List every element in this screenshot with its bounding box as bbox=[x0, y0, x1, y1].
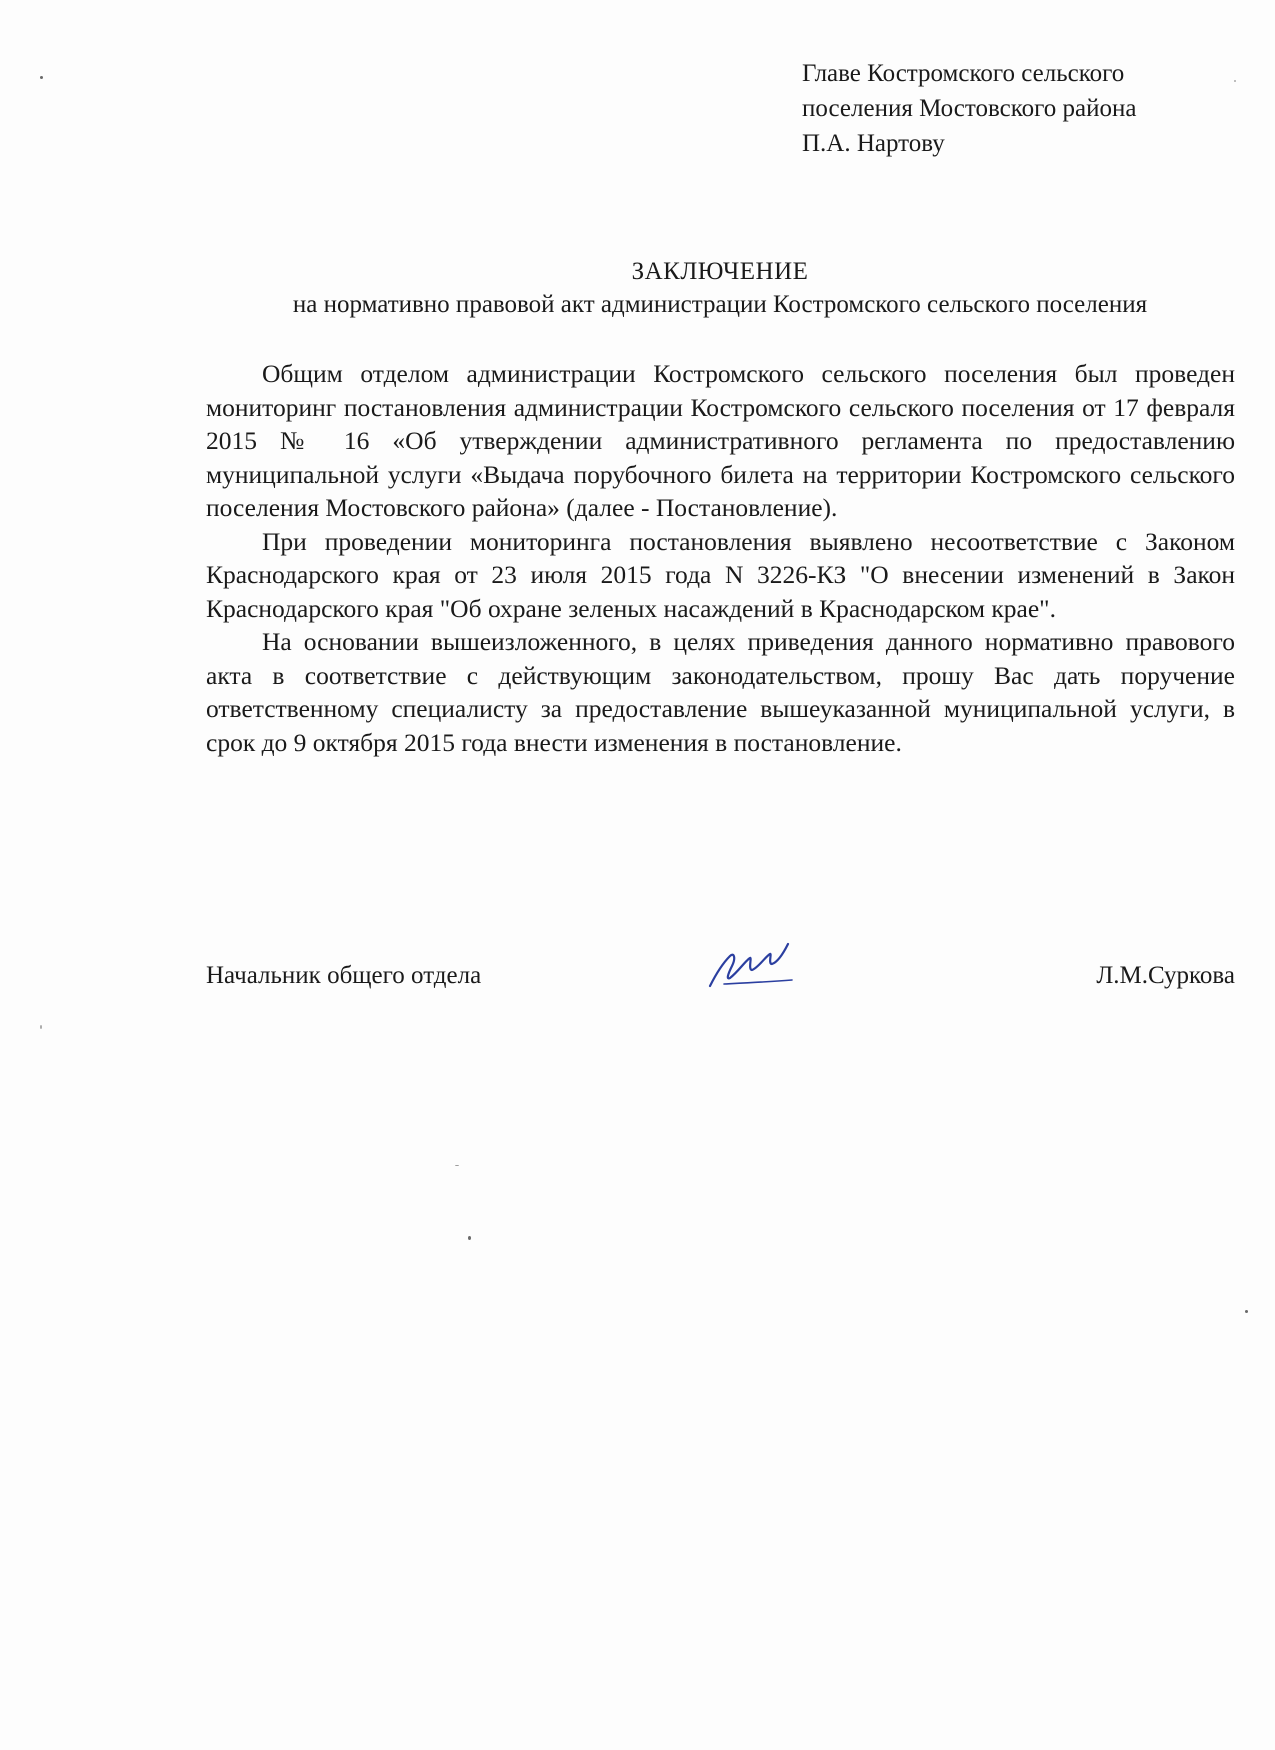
scan-speck bbox=[1234, 80, 1236, 82]
body-paragraph-1: Общим отделом администрации Костромского сельского поселения был проведен мониторинг постановления администрации Костромского сельского поселения от 17 февраля 2015 № 16 «Об утверждении административного регламента по предоставлению муниципальной услуги «Выдача порубочного билета на территории Костромского сельского поселения Мостовского района» (далее - Постановление). bbox=[206, 359, 1235, 522]
signature-row bbox=[206, 962, 1235, 1022]
addressee-line-1: Главе Костромского сельского bbox=[802, 60, 1125, 87]
scan-speck bbox=[1245, 1310, 1248, 1313]
addressee-line-2: поселения Мостовского района bbox=[802, 95, 1137, 122]
signer-position: Начальник общего отдела bbox=[206, 962, 482, 989]
addressee-block bbox=[802, 56, 1136, 161]
scan-speck bbox=[40, 1025, 42, 1029]
document-title: ЗАКЛЮЧЕНИЕ bbox=[631, 258, 809, 285]
signer-name: Л.М.Суркова bbox=[1096, 962, 1235, 989]
handwritten-signature bbox=[696, 934, 796, 1000]
scan-speck bbox=[40, 76, 43, 79]
body-paragraph-3: На основании вышеизложенного, в целях приведения данного нормативно правового акта в соответствие с действующим законодательством, прошу Вас дать поручение ответственному специалисту за предоставление вышеуказанной муниципальной услуги, в срок до 9 октября 2015 года внести изменения в постановление. bbox=[206, 627, 1235, 757]
document-body bbox=[206, 357, 1235, 759]
document-subtitle: на нормативно правовой акт администрации Костромского сельского поселения bbox=[292, 291, 1148, 318]
heading-block bbox=[200, 255, 1240, 321]
scan-speck bbox=[468, 1236, 471, 1240]
body-paragraph-2: При проведении мониторинга постановления выявлено несоответствие с Законом Краснодарского края от 23 июля 2015 года N 3226-КЗ "О внесении изменений в Закон Краснодарского края "Об охране зеленых насаждений в Краснодарском крае". bbox=[206, 526, 1235, 623]
scan-speck bbox=[455, 1165, 459, 1166]
addressee-line-3: П.А. Нартову bbox=[802, 130, 945, 157]
